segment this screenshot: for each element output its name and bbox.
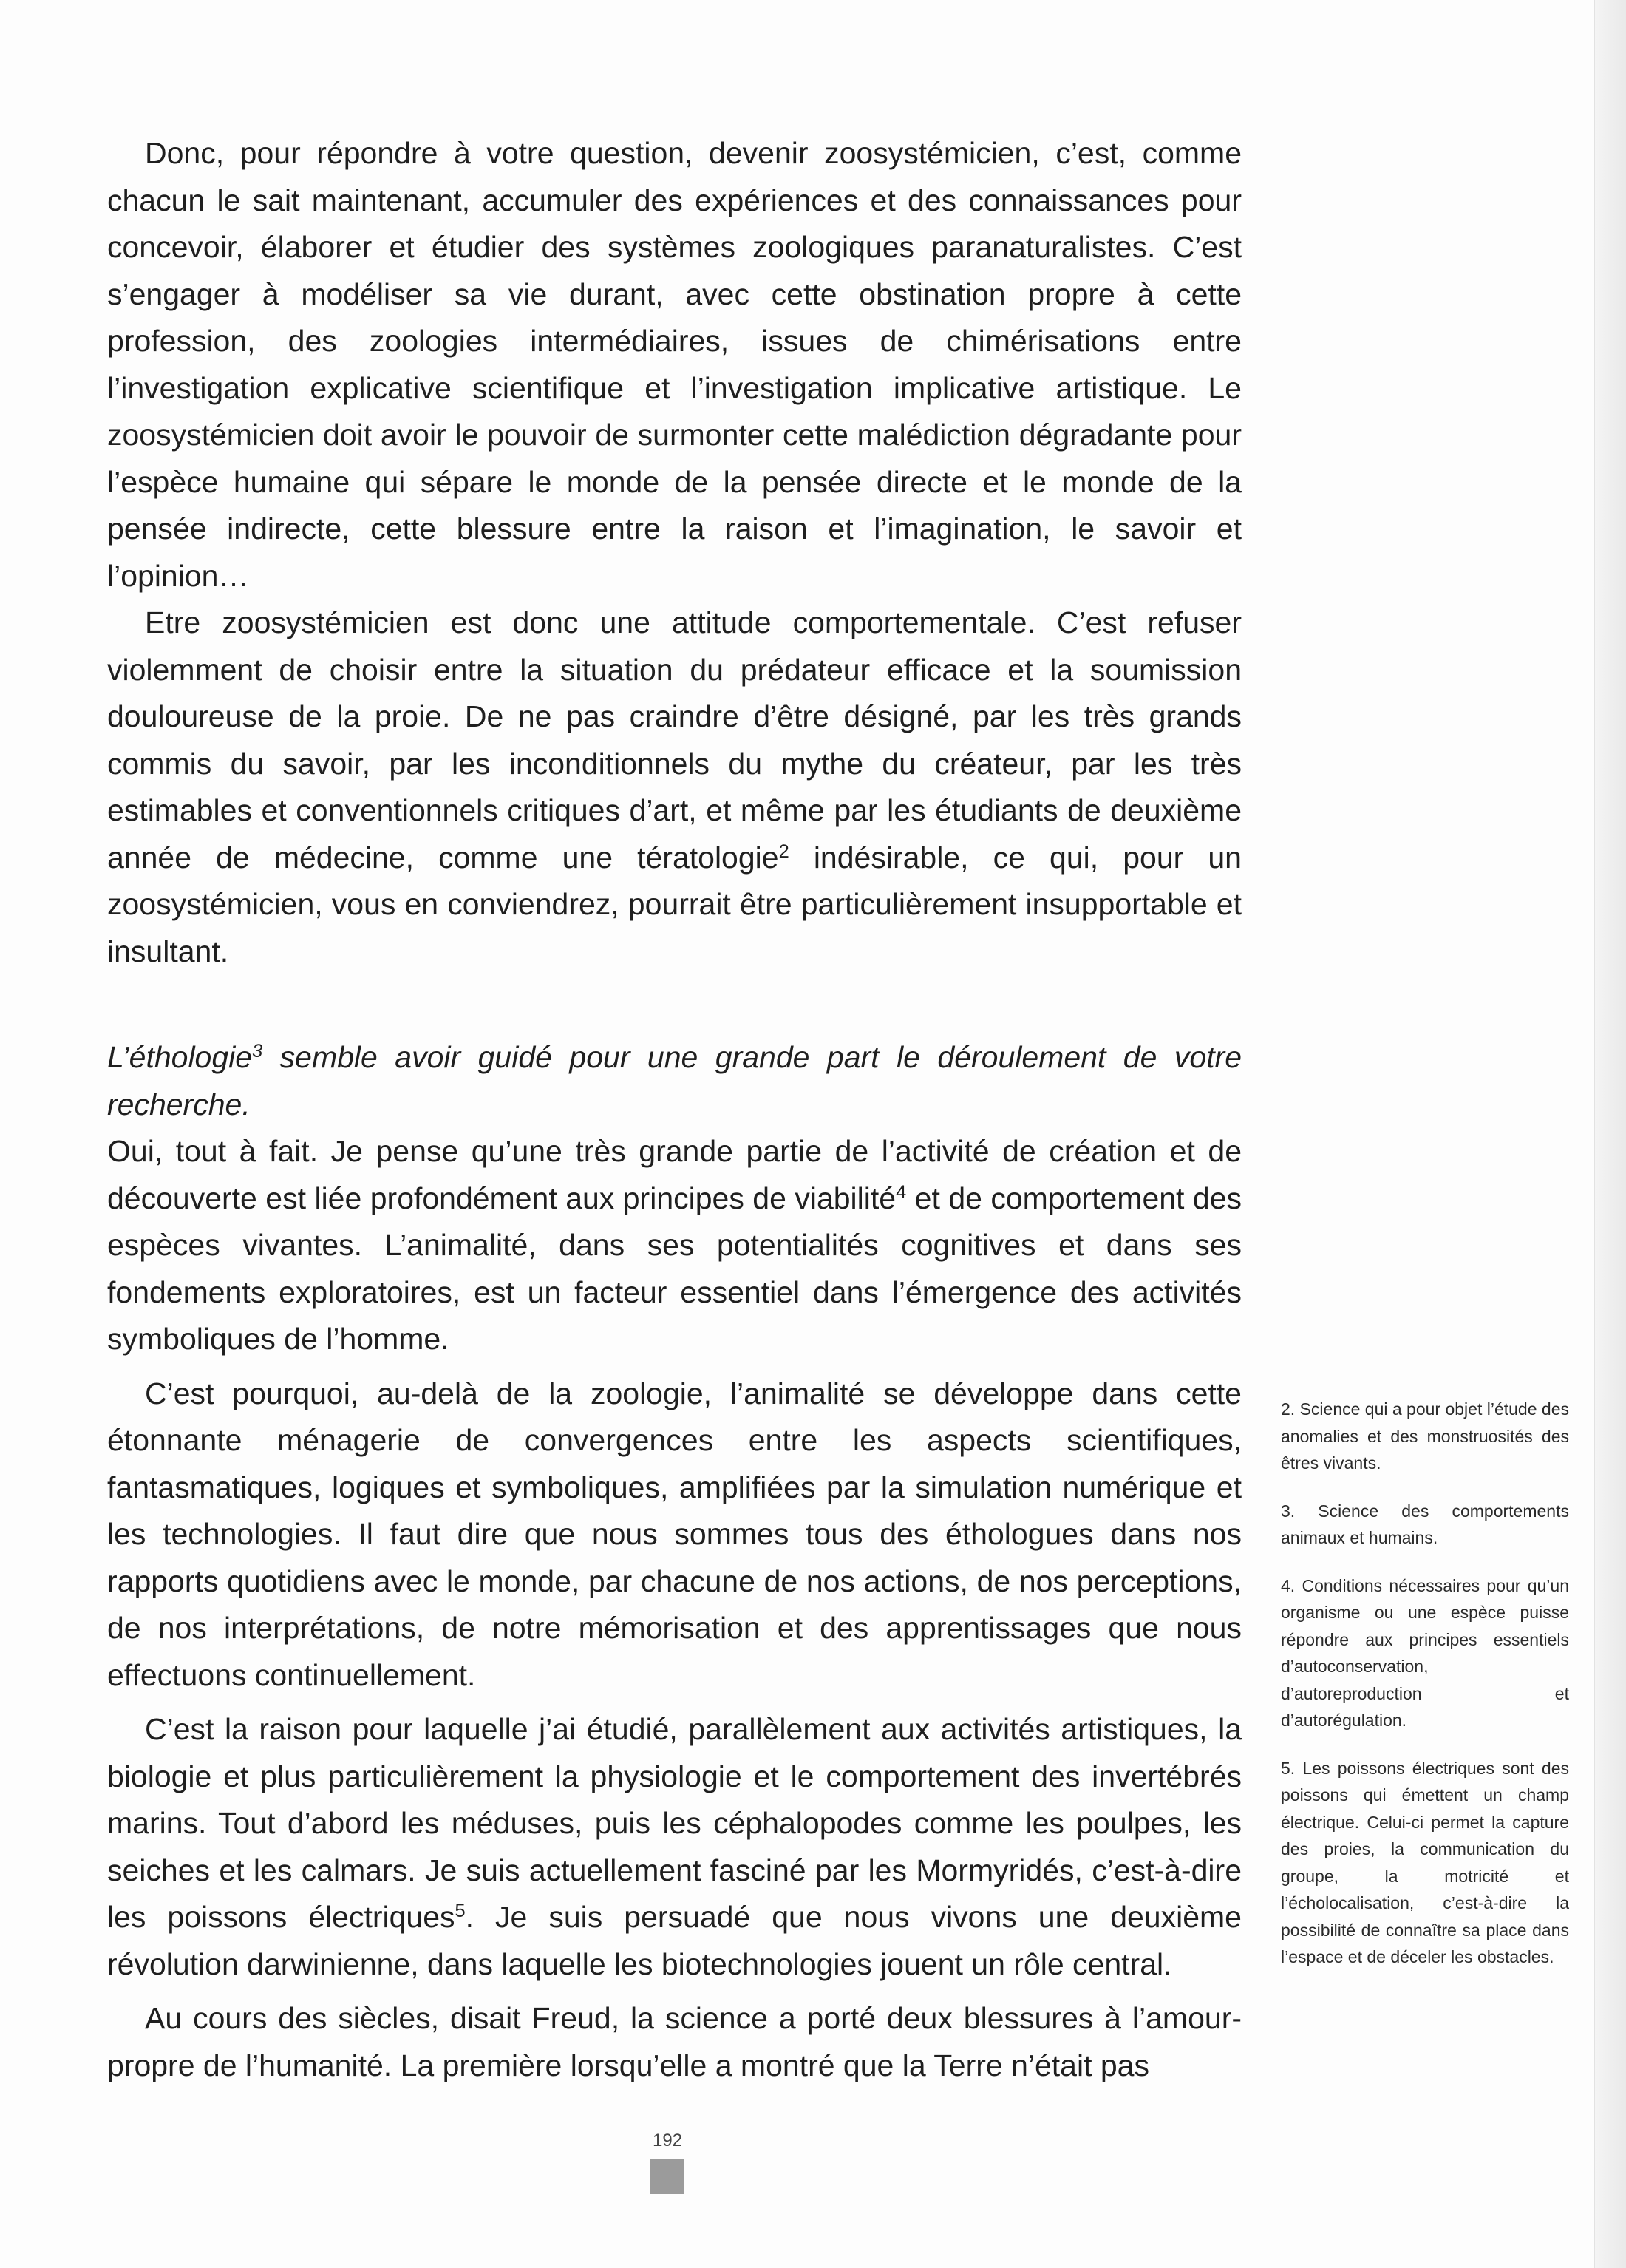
footnotes-column xyxy=(1281,1396,1569,1992)
paragraph xyxy=(107,1128,1242,1363)
footnote-ref: 2 xyxy=(778,841,789,862)
text-run: indésirable, ce qui, pour un zoosystémicien, vous en conviendrez, pourrait être particulièrement insupportable et insultant. xyxy=(107,840,1242,968)
paragraph: Donc, pour répondre à votre question, devenir zoosystémicien, c’est, comme chacun le sait maintenant, accumuler des expériences et des connaissances pour concevoir, élaborer et étudier des systèmes zoologiques paranaturalistes. C’est s’engager à modéliser sa vie durant, avec cette obstination propre à cette profession, des zoologies intermédiaires, issues de chimérisations entre l’investigation explicative scientifique et l’investigation implicative artistique. Le zoosystémicien doit avoir le pouvoir de surmonter cette malédiction dégradante pour l’espèce humaine qui sépare le monde de la pensée directe et le monde de la pensée indirecte, cette blessure entre la raison et l’imagination, le savoir et l’opinion… xyxy=(107,136,1242,593)
text-run: L’éthologie xyxy=(107,1040,253,1074)
footnote: 5. Les poissons électriques sont des poissons qui émettent un champ électrique. Celui-ci permet la capture des proies, la communication du groupe, la motricité et l’écholocalisation, c’est-à-dire la possibilité de connaître sa place dans l’espace et de déceler les obstacles. xyxy=(1281,1758,1569,1966)
text-run: C’est la raison pour laquelle j’ai étudié, parallèlement aux activités artistiques, la biologie et plus particulièrement la physiologie et le comportement des invertébrés marins. Tout d’abord les méduses, puis les céphalopodes comme les poulpes, les seiches et les calmars. Je suis actuellement fasciné par les Mormyridés, c’est-à-dire les poissons électriques xyxy=(107,1712,1242,1934)
text-run: . Je suis persuadé que nous vivons une deuxième révolution darwinienne, dans laquelle les biotechnologies jouent un rôle central. xyxy=(107,1900,1242,1981)
text-run: semble avoir guidé pour une grande part le déroulement de votre recherche. xyxy=(107,1040,1242,1121)
paragraph xyxy=(107,1706,1242,1988)
text-run: Oui, tout à fait. Je pense qu’une très grande partie de l’activité de création et de découverte est liée profondément aux principes de viabilité xyxy=(107,1134,1242,1215)
text-run: et de comportement des espèces vivantes. L’animalité, dans ses potentialités cognitives et dans ses fondements exploratoires, est un facteur essentiel dans l’émergence des activités symboliques de l’homme. xyxy=(107,1181,1242,1356)
footnote: 2. Science qui a pour objet l’étude des anomalies et des monstruosités des êtres vivants. xyxy=(1281,1399,1569,1473)
footnote-ref: 4 xyxy=(896,1181,907,1203)
interview-question xyxy=(107,1034,1242,1128)
text-run: Etre zoosystémicien est donc une attitude comportementale. C’est refuser violemment de choisir entre la situation du prédateur efficace et la soumission douloureuse de la proie. De ne pas craindre d’être désigné, par les très grands commis du savoir, par les inconditionnels du mythe du créateur, par les très estimables et conventionnels critiques d’art, et même par les étudiants de deuxième année de médecine, comme une tératologie xyxy=(107,605,1242,875)
footnote: 4. Conditions nécessaires pour qu’un organisme ou une espèce puisse répondre aux principes essentiels d’autoconservation, d’autoreproduction et d’autorégulation. xyxy=(1281,1575,1569,1730)
page-number-bar xyxy=(650,2159,684,2194)
main-text-column xyxy=(107,130,1242,2089)
footnote-ref: 5 xyxy=(455,1901,466,1922)
paragraph: Au cours des siècles, disait Freud, la science a porté deux blessures à l’amour-propre de l’humanité. La première lorsqu’elle a montré que la Terre n’était pas xyxy=(107,2001,1242,2082)
footnote: 3. Science des comportements animaux et humains. xyxy=(1281,1501,1569,1547)
paragraph xyxy=(107,600,1242,975)
page-edge xyxy=(1594,0,1626,2268)
page-number: 192 xyxy=(652,2131,683,2150)
paragraph: C’est pourquoi, au-delà de la zoologie, l’animalité se développe dans cette étonnante ménagerie de convergences entre les aspects scientifiques, fantasmatiques, logiques et symboliques, amplifiées par la simulation numérique et les technologies. Il faut dire que nous sommes tous des éthologues dans nos rapports quotidiens avec le monde, par chacune de nos actions, de nos perceptions, de nos interprétations, de notre mémorisation et des apprentissages que nous effectuons continuellement. xyxy=(107,1376,1242,1692)
footnote-ref: 3 xyxy=(252,1041,263,1062)
